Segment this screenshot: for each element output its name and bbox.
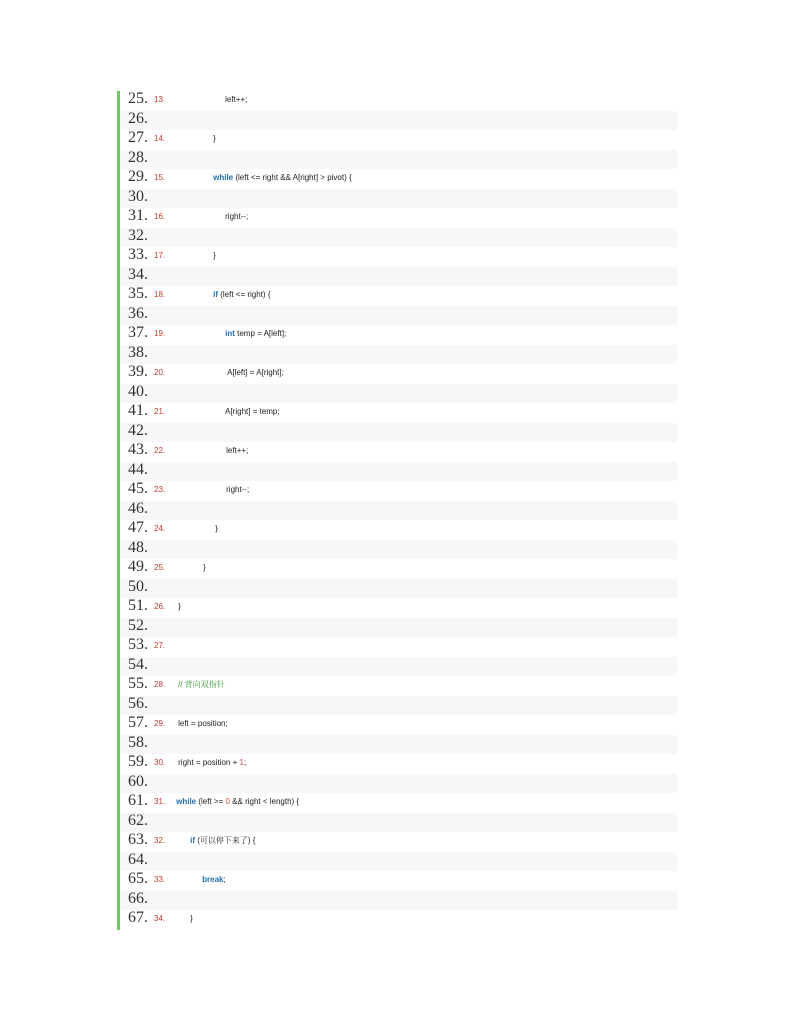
inner-line-number: 24. (154, 524, 166, 533)
code-row (120, 462, 677, 482)
outer-line-number: 60. (128, 772, 148, 790)
code-row (120, 286, 677, 306)
inner-line-number: 25. (154, 563, 166, 572)
inner-line-number: 31. (154, 797, 166, 806)
outer-line-number: 25. (128, 90, 148, 107)
code-row (120, 832, 677, 852)
code-row (120, 696, 677, 716)
inner-line-number: 32. (154, 836, 166, 845)
code-line (154, 718, 228, 730)
code-text (190, 914, 193, 923)
code-line (154, 445, 248, 457)
code-token: ; (223, 875, 226, 884)
outer-line-number: 47. (128, 519, 148, 536)
code-text (178, 719, 228, 728)
inner-line-number: 28. (154, 680, 166, 689)
code-text (213, 290, 270, 299)
code-text (225, 212, 248, 221)
outer-line-number: 27. (128, 129, 148, 146)
inner-line-number: 30. (154, 758, 166, 767)
code-line (154, 133, 216, 145)
outer-line-number: 51. (128, 597, 148, 614)
outer-line-number: 28. (128, 148, 148, 166)
code-token: } (203, 563, 206, 572)
keyword-token: while (176, 797, 197, 806)
code-line (154, 796, 299, 808)
outer-line-number: 63. (128, 831, 148, 848)
code-text (190, 836, 255, 845)
inner-line-number: 29. (154, 719, 166, 728)
outer-line-number: 57. (128, 714, 148, 731)
code-row (120, 306, 677, 326)
inner-line-number: 16. (154, 212, 166, 221)
code-row (120, 637, 677, 657)
outer-line-number: 46. (128, 499, 148, 517)
code-row (120, 793, 677, 813)
code-row (120, 618, 677, 638)
inner-line-number: 21. (154, 407, 166, 416)
code-row (120, 345, 677, 365)
code-text (227, 368, 284, 377)
outer-line-number: 48. (128, 538, 148, 556)
outer-line-number: 50. (128, 577, 148, 595)
code-row (120, 871, 677, 891)
inner-line-number: 18. (154, 290, 166, 299)
keyword-token: int (225, 329, 235, 338)
code-text (203, 563, 206, 572)
outer-line-number: 29. (128, 168, 148, 185)
code-row (120, 130, 677, 150)
code-token: } (215, 524, 218, 533)
outer-line-number: 53. (128, 636, 148, 653)
outer-line-number: 44. (128, 460, 148, 478)
outer-line-number: 43. (128, 441, 148, 458)
code-line (154, 406, 280, 418)
code-row (120, 520, 677, 540)
outer-line-number: 52. (128, 616, 148, 634)
code-text (178, 758, 246, 767)
code-row (120, 384, 677, 404)
code-token: temp = A[left]; (234, 329, 287, 338)
code-text (178, 680, 225, 689)
code-row (120, 579, 677, 599)
code-line (154, 601, 181, 613)
outer-line-number: 33. (128, 246, 148, 263)
inner-line-number: 26. (154, 602, 166, 611)
number-token: 0 (225, 797, 230, 806)
outer-line-number: 55. (128, 675, 148, 692)
code-text (213, 134, 216, 143)
outer-line-number: 41. (128, 402, 148, 419)
code-token: (可以停下来了) { (195, 836, 256, 845)
inner-line-number: 19. (154, 329, 166, 338)
code-line (154, 211, 248, 223)
code-token: } (190, 914, 193, 923)
code-row (120, 774, 677, 794)
outer-line-number: 59. (128, 753, 148, 770)
code-row (120, 247, 677, 267)
code-token: } (178, 602, 181, 611)
outer-line-number: 54. (128, 655, 148, 673)
outer-line-number: 67. (128, 909, 148, 926)
code-row (120, 910, 677, 930)
keyword-token: if (190, 836, 196, 845)
outer-line-number: 37. (128, 324, 148, 341)
code-text (225, 407, 279, 416)
code-token: left++; (226, 446, 249, 455)
code-row (120, 657, 677, 677)
code-line (154, 640, 165, 652)
keyword-token: if (213, 290, 219, 299)
code-token: A[left] = A[right]; (227, 368, 284, 377)
code-row (120, 598, 677, 618)
outer-line-number: 35. (128, 285, 148, 302)
code-row (120, 189, 677, 209)
code-row (120, 364, 677, 384)
inner-line-number: 27. (154, 641, 166, 650)
code-row (120, 754, 677, 774)
code-row (120, 813, 677, 833)
code-token: ; (243, 758, 247, 767)
code-token: left++; (225, 95, 248, 104)
code-token: } (213, 251, 216, 260)
code-token: && right < length) { (229, 797, 300, 806)
code-line (154, 874, 226, 886)
inner-line-number: 13. (154, 95, 166, 104)
code-text (202, 875, 226, 884)
keyword-token: break (202, 875, 224, 884)
inner-line-number: 20. (154, 368, 166, 377)
code-token: (left >= (196, 797, 226, 806)
code-line (154, 172, 352, 184)
code-token: right--; (225, 212, 249, 221)
code-line (154, 94, 247, 106)
code-block (117, 91, 677, 930)
code-token: A[right] = temp; (225, 407, 280, 416)
code-token: left = position; (178, 719, 228, 728)
code-token: (left <= right) { (218, 290, 271, 299)
code-text (226, 446, 248, 455)
outer-line-number: 45. (128, 480, 148, 497)
code-row (120, 111, 677, 131)
code-text (226, 485, 249, 494)
outer-line-number: 39. (128, 363, 148, 380)
inner-line-number: 15. (154, 173, 166, 182)
code-row (120, 228, 677, 248)
code-line (154, 484, 249, 496)
code-row (120, 150, 677, 170)
code-row (120, 403, 677, 423)
inner-line-number: 22. (154, 446, 166, 455)
outer-line-number: 36. (128, 304, 148, 322)
code-line (154, 913, 193, 925)
outer-line-number: 31. (128, 207, 148, 224)
code-row (120, 559, 677, 579)
code-text (215, 524, 218, 533)
outer-line-number: 49. (128, 558, 148, 575)
code-line (154, 679, 225, 691)
comment-token: // 背向双指针 (178, 680, 225, 689)
code-line (154, 289, 270, 301)
code-line (154, 328, 286, 340)
code-row (120, 442, 677, 462)
outer-line-number: 38. (128, 343, 148, 361)
code-text (178, 602, 181, 611)
code-line (154, 835, 255, 847)
code-row (120, 481, 677, 501)
outer-line-number: 26. (128, 109, 148, 127)
code-row (120, 735, 677, 755)
code-row (120, 325, 677, 345)
code-token: } (213, 134, 216, 143)
inner-line-number: 14. (154, 134, 166, 143)
inner-line-number: 17. (154, 251, 166, 260)
inner-line-number: 34. (154, 914, 166, 923)
code-row (120, 208, 677, 228)
code-token: right--; (226, 485, 250, 494)
outer-line-number: 42. (128, 421, 148, 439)
outer-line-number: 56. (128, 694, 148, 712)
outer-line-number: 32. (128, 226, 148, 244)
outer-line-number: 65. (128, 870, 148, 887)
number-token: 1 (239, 758, 244, 767)
code-token: (left <= right && A[right] > pivot) { (233, 173, 352, 182)
code-row (120, 715, 677, 735)
outer-line-number: 40. (128, 382, 148, 400)
code-text (213, 251, 216, 260)
code-line (154, 250, 216, 262)
code-text (176, 797, 299, 806)
outer-line-number: 64. (128, 850, 148, 868)
code-token: right = position + (178, 758, 240, 767)
code-row (120, 169, 677, 189)
outer-line-number: 34. (128, 265, 148, 283)
code-row (120, 501, 677, 521)
code-row (120, 423, 677, 443)
code-row (120, 852, 677, 872)
code-row (120, 267, 677, 287)
code-row (120, 540, 677, 560)
code-row (120, 676, 677, 696)
outer-line-number: 62. (128, 811, 148, 829)
code-line (154, 757, 246, 769)
outer-line-number: 66. (128, 889, 148, 907)
inner-line-number: 33. (154, 875, 166, 884)
keyword-token: while (213, 173, 234, 182)
outer-line-number: 61. (128, 792, 148, 809)
outer-line-number: 58. (128, 733, 148, 751)
code-row (120, 891, 677, 911)
code-text (213, 173, 352, 182)
outer-line-number: 30. (128, 187, 148, 205)
code-row (120, 91, 677, 111)
code-text (225, 95, 247, 104)
code-line (154, 367, 284, 379)
code-line (154, 523, 218, 535)
code-text (225, 329, 286, 338)
code-line (154, 562, 206, 574)
inner-line-number: 23. (154, 485, 166, 494)
